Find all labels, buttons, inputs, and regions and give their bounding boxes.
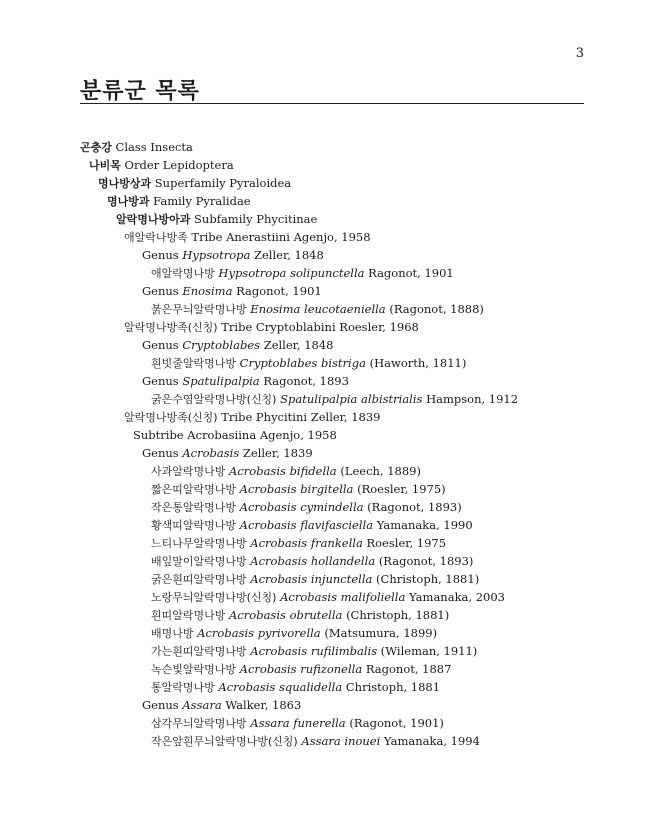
taxon-row <box>80 516 600 534</box>
author-year: (Ragonot, 1893) <box>367 500 462 514</box>
author-year: Christoph, 1881 <box>345 680 441 694</box>
korean-name: 배명나방 <box>151 627 194 640</box>
korean-name: 흰빗줄알락명나방 <box>151 357 237 370</box>
korean-name: 알락명나방족(신칭) <box>124 321 218 334</box>
korean-name: 가는흰띠알락명나방 <box>151 645 247 658</box>
page-title: 분류군 목록 <box>80 78 200 104</box>
author-year: (Haworth, 1811) <box>369 356 467 370</box>
korean-name: 작은앞흰무늬알락명나방(신칭) <box>151 735 298 748</box>
korean-name: 굵은흰띠알락명나방 <box>151 573 247 586</box>
taxon-row <box>80 300 600 318</box>
korean-name: 명나방과 <box>107 195 150 208</box>
author-year: (Ragonot, 1893) <box>378 554 474 568</box>
scientific-name: Spatulipalpia albistrialis <box>280 392 423 406</box>
scientific-name: Acrobasis hollandella <box>250 554 376 568</box>
taxon-row <box>80 480 600 498</box>
taxon-row <box>80 246 600 264</box>
rank-label: Subtribe Acrobasiina Agenjo, 1958 <box>133 428 337 442</box>
scientific-name: Acrobasis pyrivorella <box>197 626 321 640</box>
korean-name: 애알락나방족 <box>124 231 188 244</box>
korean-name: 녹슨빛알락명나방 <box>151 663 237 676</box>
rank-label: Genus <box>142 284 179 298</box>
korean-name: 알락명나방아과 <box>116 213 191 226</box>
taxon-row <box>80 498 600 516</box>
author-year: Hampson, 1912 <box>426 392 519 406</box>
korean-name: 배잎말이알락명나방 <box>151 555 247 568</box>
taxon-row <box>80 678 600 696</box>
taxon-row <box>80 426 600 444</box>
author-year: Yamanaka, 2003 <box>408 590 505 604</box>
scientific-name: Enosima leucotaeniella <box>250 302 386 316</box>
title-rule <box>80 103 584 104</box>
rank-label: Genus <box>142 698 179 712</box>
scientific-name: Acrobasis birgitella <box>239 482 354 496</box>
scientific-name: Acrobasis rufilimbalis <box>250 644 378 658</box>
scientific-name: Assara funerella <box>250 716 346 730</box>
author-year: Roesler, 1975 <box>366 536 447 550</box>
author-year: (Christoph, 1881) <box>346 608 450 622</box>
korean-name: 느티나무알락명나방 <box>151 537 247 550</box>
taxon-row <box>80 336 600 354</box>
author-year: (Ragonot, 1901) <box>349 716 444 730</box>
scientific-name: Acrobasis cymindella <box>239 500 364 514</box>
taxon-row <box>80 534 600 552</box>
scientific-name: Enosima <box>182 284 233 298</box>
scientific-name: Cryptoblabes bistriga <box>239 356 366 370</box>
taxon-row <box>80 588 600 606</box>
scientific-name: Acrobasis <box>182 446 240 460</box>
taxon-row <box>80 732 600 750</box>
korean-name: 삼각무늬알락명나방 <box>151 717 247 730</box>
taxon-row <box>80 174 600 192</box>
korean-name: 곤충강 <box>80 141 112 154</box>
taxon-list <box>80 138 600 750</box>
scientific-name: Hypsotropa solipunctella <box>218 266 365 280</box>
rank-label: Superfamily Pyraloidea <box>154 176 292 190</box>
scientific-name: Cryptoblabes <box>182 338 261 352</box>
rank-label: Genus <box>142 338 179 352</box>
korean-name: 애알락명나방 <box>151 267 215 280</box>
scientific-name: Acrobasis bifidella <box>229 464 337 478</box>
taxon-row <box>80 714 600 732</box>
author-year: Zeller, 1839 <box>242 446 313 460</box>
taxon-row <box>80 552 600 570</box>
author-year: (Ragonot, 1888) <box>389 302 484 316</box>
scientific-name: Assara <box>182 698 222 712</box>
rank-label: Subfamily Phycitinae <box>194 212 318 226</box>
rank-label: Genus <box>142 374 179 388</box>
korean-name: 황색띠알락명나방 <box>151 519 237 532</box>
rank-label: Class Insecta <box>115 140 193 154</box>
korean-name: 명나방상과 <box>98 177 152 190</box>
taxon-row <box>80 408 600 426</box>
author-year: (Christoph, 1881) <box>376 572 480 586</box>
korean-name: 노랑무늬알락명나방(신칭) <box>151 591 277 604</box>
korean-name: 붉은무늬알락명나방 <box>151 303 247 316</box>
taxon-row <box>80 228 600 246</box>
taxon-row <box>80 642 600 660</box>
korean-name: 짧은띠알락명나방 <box>151 483 237 496</box>
author-year: Zeller, 1848 <box>254 248 324 262</box>
taxon-row <box>80 444 600 462</box>
taxon-row <box>80 660 600 678</box>
taxon-row <box>80 156 600 174</box>
korean-name: 통알락명나방 <box>151 681 215 694</box>
taxon-row <box>80 192 600 210</box>
author-year: (Matsumura, 1899) <box>324 626 438 640</box>
scientific-name: Spatulipalpia <box>182 374 260 388</box>
scientific-name: Hypsotropa <box>182 248 251 262</box>
author-year: (Roesler, 1975) <box>357 482 446 496</box>
scientific-name: Acrobasis squalidella <box>218 680 343 694</box>
rank-label: Order Lepidoptera <box>124 158 234 172</box>
rank-label: Tribe Anerastiini Agenjo, 1958 <box>191 230 371 244</box>
taxon-row <box>80 696 600 714</box>
korean-name: 알락명나방족(신칭) <box>124 411 218 424</box>
taxon-row <box>80 318 600 336</box>
scientific-name: Acrobasis flavifasciella <box>239 518 374 532</box>
scientific-name: Acrobasis injunctella <box>250 572 373 586</box>
korean-name: 사과알락명나방 <box>151 465 226 478</box>
author-year: Yamanaka, 1990 <box>376 518 473 532</box>
author-year: Walker, 1863 <box>225 698 302 712</box>
korean-name: 흰띠알락명나방 <box>151 609 226 622</box>
author-year: Ragonot, 1887 <box>365 662 452 676</box>
rank-label: Tribe Cryptoblabini Roesler, 1968 <box>221 320 419 334</box>
author-year: Ragonot, 1901 <box>236 284 322 298</box>
taxon-row <box>80 462 600 480</box>
rank-label: Family Pyralidae <box>153 194 251 208</box>
taxon-row <box>80 264 600 282</box>
taxon-row <box>80 606 600 624</box>
author-year: Zeller, 1848 <box>263 338 334 352</box>
scientific-name: Assara inouei <box>301 734 381 748</box>
author-year: (Wileman, 1911) <box>380 644 478 658</box>
taxon-row <box>80 138 600 156</box>
rank-label: Tribe Phycitini Zeller, 1839 <box>221 410 381 424</box>
author-year: Ragonot, 1893 <box>263 374 349 388</box>
scientific-name: Acrobasis malifoliella <box>280 590 406 604</box>
taxon-row <box>80 624 600 642</box>
korean-name: 작은통알락명나방 <box>151 501 237 514</box>
scientific-name: Acrobasis rufizonella <box>239 662 363 676</box>
scientific-name: Acrobasis frankella <box>250 536 363 550</box>
taxon-row <box>80 282 600 300</box>
rank-label: Genus <box>142 446 179 460</box>
rank-label: Genus <box>142 248 179 262</box>
taxon-row <box>80 210 600 228</box>
taxon-row <box>80 354 600 372</box>
page-number: 3 <box>575 46 584 61</box>
scientific-name: Acrobasis obrutella <box>229 608 343 622</box>
taxon-row <box>80 570 600 588</box>
author-year: Ragonot, 1901 <box>368 266 454 280</box>
author-year: Yamanaka, 1994 <box>383 734 480 748</box>
taxon-row <box>80 372 600 390</box>
korean-name: 굵은수염알락명나방(신칭) <box>151 393 277 406</box>
author-year: (Leech, 1889) <box>340 464 421 478</box>
korean-name: 나비목 <box>89 159 121 172</box>
taxon-row <box>80 390 600 408</box>
